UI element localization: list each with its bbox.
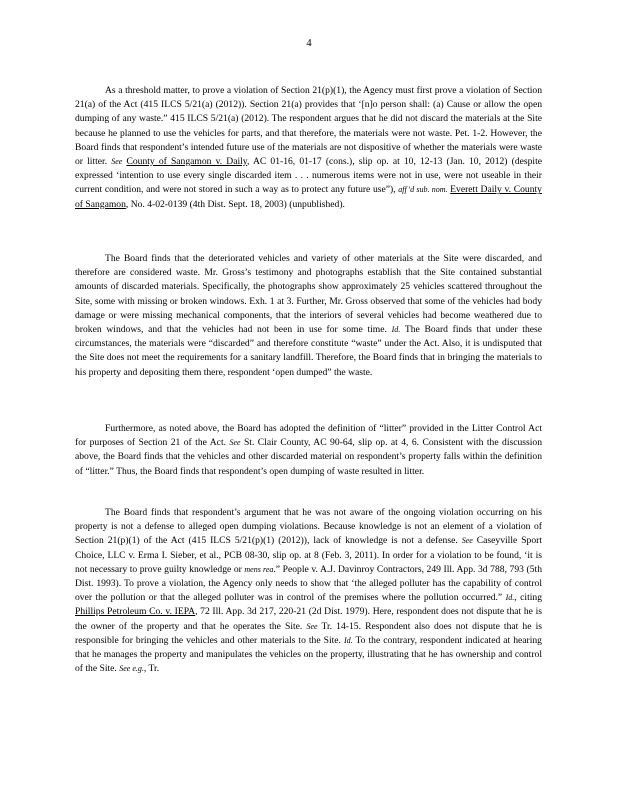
- text-segment: Id.: [343, 635, 353, 645]
- page-number: 4: [306, 38, 312, 49]
- text-segment: Everett Daily v. County of Sangamon: [75, 184, 542, 210]
- paragraph-4: [75, 506, 542, 676]
- text-segment: Tr. 14-15. Respondent also does not dispute that he is responsible for bringing the vehicles and other materials to the Site.: [75, 620, 542, 646]
- text-segment: The Board finds that respondent’s argument that he was not aware of the ongoing violation occurring on his property is not a defense to alleged open dumping violations. Because knowledge is not an element of a violation of Section 21(p)(1) of the Act (415 ILCS 5/21(p)(1) (2012)), lack of knowledge is not a defense.: [75, 507, 542, 547]
- text-segment: .” People v. A.J. Davinroy Contractors, 249 Ill. App. 3d 788, 793 (5th Dist. 1993). To prove a violation, the Agency only needs to show that ‘the alleged polluter has the capability of control over the pollution or that the alleged polluter was in control of the premises where the pollution occurred.”: [75, 563, 542, 604]
- text-segment: County of Sangamon v. Daily: [126, 156, 247, 168]
- text-segment: To the contrary, respondent indicated at hearing that he manages the property and manipulates the vehicles on the property, illustrating that he has ownership and control of the Site.: [75, 634, 542, 675]
- text-segment: Id.: [505, 593, 515, 603]
- text-segment: As a threshold matter, to prove a violation of Section 21(p)(1), the Agency must first prove a violation of Section 21(a) of the Act (415 ILCS 5/21(a) (2012)). Section 21(a) provides that ‘[n]o person shall: (a) Cause or allow the open dumping of any waste.” 415 ILCS 5/21(a) (2012). The respondent argues that he did not discard the materials at the Site because he planned to use the vehicles for parts, and that therefore, the materials were not waste. Pet. 1-2. However, the Board finds that respondent’s intended future use of the materials are not dispositive of whether the materials were waste or litter.: [75, 85, 542, 168]
- text-segment: , 72 Ill. App. 3d 217, 220-21 (2d Dist. 1979). Here, respondent does not dispute that he is the owner of the property and that he operates the Site.: [75, 606, 542, 632]
- paragraph-2: [75, 252, 542, 380]
- text-segment: mens rea: [244, 564, 274, 574]
- text-segment: See: [229, 438, 241, 448]
- text-segment: St. Clair County, AC 90-64, slip op. at 4, 6. Consistent with the discussion above, the Board finds that the vehicles and other discarded material on respondent’s property falls within the definition of “litter.” Thus, the Board finds that respondent’s open dumping of waste resulted in litter.: [75, 437, 543, 477]
- text-segment: Id.: [391, 325, 401, 335]
- text-segment: , No. 4-02-0139 (4th Dist. Sept. 18, 2003) (unpublished).: [125, 198, 345, 210]
- text-segment: The Board finds that under these circumstances, the materials were “discarded” and therefore constitute “waste” under the Act. Also, it is undisputed that the Site does not meet the requirements for a sanitary landfill. Therefore, the Board finds that in bringing the materials to his property and depositing them there, respondent ‘open dumped” the waste.: [75, 324, 542, 378]
- text-segment: , AC 01-16, 01-17 (cons.), slip op. at 10, 12-13 (Jan. 10, 2012) (despite expressed ‘intention to use every single discarded item . . . numerous items were not in use, were not useable in their current condition, and were not stored in such a way as to protect any future use”),: [75, 156, 542, 196]
- text-segment: The Board finds that the deteriorated vehicles and variety of other materials at the Site were discarded, and therefore are considered waste. Mr. Gross’s testimony and photographs establish that the Site contained substantial amounts of discarded materials. Specifically, the photographs show approximately 25 vehicles scattered throughout the Site, some with missing or broken windows. Exh. 1 at 3. Further, Mr. Gross observed that some of the vehicles had body damage or were missing mechanical components, that the interiors of several vehicles had become weathered due to broken windows, and that the vehicles had not been in use for some time.: [75, 253, 542, 336]
- text-segment: , citing: [514, 592, 542, 604]
- text-segment: , Tr.: [143, 663, 160, 675]
- text-segment: aff’d sub. nom.: [398, 185, 448, 195]
- text-segment: Furthermore, as noted above, the Board has adopted the definition of “litter” provided in the Litter Control Act for purposes of Section 21 of the Act.: [75, 423, 542, 449]
- text-segment: See: [461, 536, 473, 546]
- paragraph-3: [75, 422, 542, 479]
- text-segment: Phillips Petroleum Co. v. IEPA: [75, 606, 196, 618]
- text-segment: See: [111, 157, 123, 167]
- text-segment: See e.g.: [119, 664, 144, 674]
- text-segment: See: [306, 621, 318, 631]
- text-segment: Caseyville Sport Choice, LLC v. Erma I. Sieber, et al., PCB 08-30, slip op. at 8 (Feb. 3, 2011). In order for a violation to be found, ‘it is not necessary to prove guilty knowledge or: [75, 535, 542, 575]
- paragraph-1: [75, 84, 542, 212]
